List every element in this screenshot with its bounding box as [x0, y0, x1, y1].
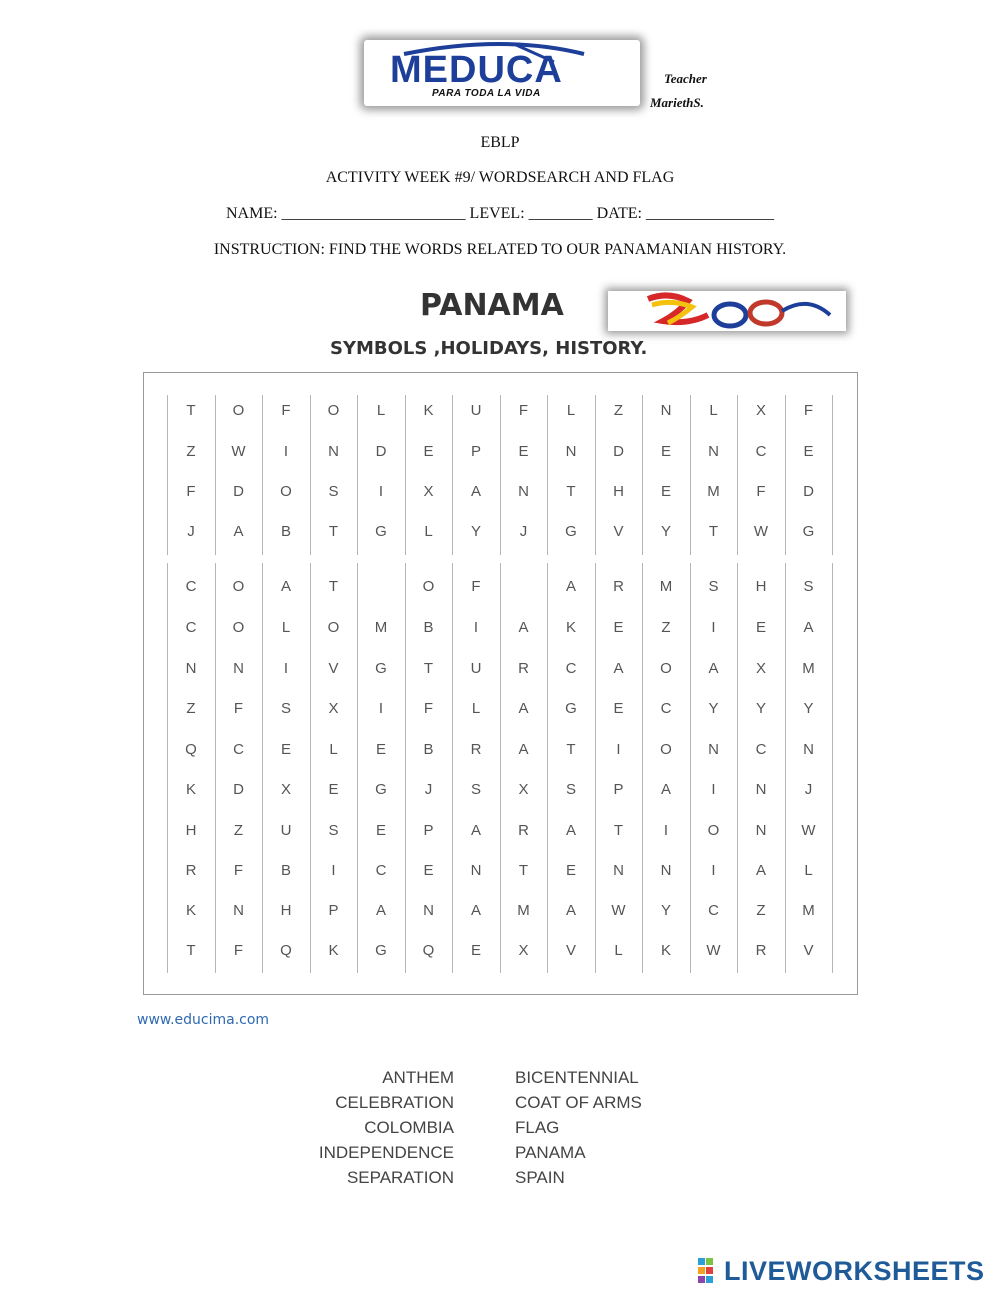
- grid-letter[interactable]: M: [517, 902, 530, 919]
- source-url: www.educima.com: [137, 1012, 270, 1028]
- grid-letter[interactable]: U: [470, 402, 482, 419]
- grid-letter[interactable]: G: [565, 700, 577, 717]
- grid-letter[interactable]: N: [233, 660, 244, 677]
- grid-letter[interactable]: K: [185, 781, 196, 798]
- grid-letter[interactable]: O: [327, 402, 340, 419]
- grid-letter[interactable]: V: [803, 942, 814, 959]
- grid-letter[interactable]: E: [518, 443, 529, 460]
- word-spain: SPAIN: [515, 1168, 565, 1187]
- grid-letter[interactable]: F: [233, 942, 244, 959]
- flag-ribbon-icon: [608, 291, 846, 331]
- grid-letter[interactable]: N: [565, 443, 577, 460]
- grid-letter[interactable]: N: [708, 443, 719, 460]
- grid-letter[interactable]: F: [186, 483, 196, 500]
- grid-letter[interactable]: I: [283, 443, 289, 460]
- grid-letter[interactable]: L: [709, 402, 718, 419]
- grid-letter[interactable]: Y: [803, 700, 814, 717]
- grid-letter[interactable]: E: [375, 822, 386, 839]
- student-info-line: NAME: _______________________ LEVEL: ________ DATE: ________________: [226, 205, 774, 222]
- grid-letter[interactable]: C: [185, 578, 197, 595]
- grid-letter[interactable]: A: [708, 660, 719, 677]
- grid-letter[interactable]: W: [753, 523, 769, 540]
- grid-letter[interactable]: N: [328, 443, 339, 460]
- grid-letter[interactable]: A: [518, 741, 529, 758]
- grid-letter[interactable]: E: [423, 443, 434, 460]
- grid-letter[interactable]: S: [803, 578, 814, 595]
- grid-letter[interactable]: N: [803, 741, 814, 758]
- puzzle-title: PANAMA: [420, 288, 564, 323]
- grid-letter[interactable]: A: [565, 578, 576, 595]
- grid-letter[interactable]: F: [518, 402, 529, 419]
- grid-letter[interactable]: H: [613, 483, 624, 500]
- grid-letter[interactable]: C: [233, 741, 244, 758]
- grid-letter[interactable]: E: [803, 443, 814, 460]
- grid-letter[interactable]: D: [613, 443, 624, 460]
- grid-letter[interactable]: I: [663, 822, 669, 839]
- grid-letter[interactable]: Z: [613, 402, 624, 419]
- grid-letter[interactable]: X: [423, 483, 434, 500]
- grid-letter[interactable]: C: [708, 902, 719, 919]
- grid-letter[interactable]: L: [566, 402, 576, 419]
- grid-letter[interactable]: N: [660, 402, 672, 419]
- grid-letter[interactable]: O: [660, 660, 672, 677]
- grid-letter[interactable]: R: [470, 741, 482, 758]
- grid-letter[interactable]: I: [711, 619, 716, 636]
- grid-letter[interactable]: I: [331, 862, 336, 879]
- grid-letter[interactable]: S: [470, 781, 481, 798]
- grid-letter[interactable]: N: [708, 741, 719, 758]
- grid-letter[interactable]: K: [328, 942, 339, 959]
- flag-ribbon-image: [608, 291, 846, 331]
- grid-letter[interactable]: T: [328, 523, 339, 540]
- grid-letter[interactable]: T: [613, 822, 624, 839]
- grid-letter[interactable]: E: [280, 741, 291, 758]
- grid-letter[interactable]: B: [280, 523, 291, 540]
- grid-letter[interactable]: N: [518, 483, 529, 500]
- grid-letter[interactable]: R: [613, 578, 624, 595]
- grid-letter[interactable]: E: [613, 700, 624, 717]
- grid-letter[interactable]: Q: [422, 942, 435, 959]
- grid-letter[interactable]: G: [375, 660, 387, 677]
- meduca-logo: [364, 40, 640, 106]
- grid-letter[interactable]: E: [423, 862, 434, 879]
- grid-letter[interactable]: I: [378, 483, 384, 500]
- grid-letter[interactable]: A: [470, 902, 481, 919]
- grid-letter[interactable]: E: [755, 619, 766, 636]
- grid-letter[interactable]: F: [233, 862, 244, 879]
- grid-letter[interactable]: E: [660, 483, 671, 500]
- grid-letter[interactable]: B: [280, 862, 291, 879]
- grid-letter[interactable]: N: [470, 862, 482, 879]
- grid-letter[interactable]: R: [755, 942, 767, 959]
- grid-letter[interactable]: M: [659, 578, 673, 595]
- grid-letter[interactable]: N: [755, 822, 767, 839]
- grid-letter[interactable]: E: [613, 619, 624, 636]
- grid-letter[interactable]: X: [755, 660, 766, 677]
- grid-letter[interactable]: I: [616, 741, 621, 758]
- grid-letter[interactable]: L: [804, 862, 813, 879]
- word-colombia: COLOMBIA: [364, 1118, 454, 1137]
- grid-letter[interactable]: E: [470, 942, 481, 959]
- grid-letter[interactable]: R: [185, 862, 197, 879]
- grid-letter[interactable]: I: [283, 660, 289, 677]
- grid-letter[interactable]: I: [711, 781, 716, 798]
- grid-letter[interactable]: N: [233, 902, 244, 919]
- liveworksheets-text: LIVEWORKSHEETS: [724, 1256, 985, 1286]
- puzzle-subtitle: SYMBOLS ,HOLIDAYS, HISTORY.: [330, 338, 648, 359]
- grid-letter[interactable]: F: [233, 700, 244, 717]
- grid-letter[interactable]: O: [232, 402, 245, 419]
- grid-letter[interactable]: L: [424, 523, 433, 540]
- grid-letter[interactable]: Q: [185, 741, 197, 758]
- grid-letter[interactable]: O: [327, 619, 340, 636]
- grid-letter[interactable]: S: [328, 822, 339, 839]
- grid-letter[interactable]: G: [375, 523, 387, 540]
- grid-letter[interactable]: A: [518, 619, 529, 636]
- grid-letter[interactable]: F: [281, 402, 291, 419]
- grid-letter[interactable]: X: [755, 402, 766, 419]
- grid-letter[interactable]: A: [660, 781, 671, 798]
- grid-letter[interactable]: G: [565, 523, 577, 540]
- word-bicentennial: BICENTENNIAL: [515, 1068, 639, 1087]
- grid-letter[interactable]: A: [565, 902, 576, 919]
- grid-letter[interactable]: A: [803, 619, 814, 636]
- grid-letter[interactable]: J: [424, 781, 433, 798]
- grid-letter[interactable]: T: [566, 741, 576, 758]
- grid-letter[interactable]: X: [328, 700, 339, 717]
- grid-letter[interactable]: V: [328, 660, 339, 677]
- grid-letter[interactable]: I: [378, 700, 384, 717]
- grid-letter[interactable]: U: [280, 822, 292, 839]
- grid-letter[interactable]: U: [470, 660, 482, 677]
- word-separation: SEPARATION: [346, 1168, 454, 1187]
- grid-letter[interactable]: L: [471, 700, 481, 717]
- grid-letter[interactable]: A: [613, 660, 624, 677]
- grid-letter[interactable]: F: [756, 483, 766, 500]
- grid-letter[interactable]: O: [707, 822, 720, 839]
- grid-letter[interactable]: C: [565, 660, 577, 677]
- grid-letter[interactable]: S: [280, 700, 291, 717]
- activity-title: ACTIVITY WEEK #9/ WORDSEARCH AND FLAG: [325, 169, 675, 186]
- grid-letter[interactable]: I: [473, 619, 479, 636]
- word-flag: FLAG: [515, 1118, 560, 1137]
- grid-letter[interactable]: I: [711, 862, 716, 879]
- grid-letter[interactable]: A: [565, 822, 576, 839]
- grid-letter[interactable]: R: [518, 822, 529, 839]
- grid-letter[interactable]: T: [186, 942, 196, 959]
- grid-letter[interactable]: B: [423, 741, 434, 758]
- grid-letter[interactable]: L: [376, 402, 386, 419]
- grid-letter[interactable]: M: [374, 619, 388, 636]
- grid-letter[interactable]: A: [233, 523, 244, 540]
- grid-letter[interactable]: E: [660, 443, 671, 460]
- grid-letter[interactable]: E: [375, 741, 386, 758]
- grid-letter[interactable]: B: [423, 619, 434, 636]
- grid-letter[interactable]: D: [233, 483, 244, 500]
- word-celebration: CELEBRATION: [335, 1093, 454, 1112]
- grid-letter[interactable]: Z: [186, 443, 196, 460]
- grid-letter[interactable]: Y: [755, 700, 766, 717]
- liveworksheets-logo-icon: [698, 1258, 720, 1284]
- grid-letter[interactable]: H: [755, 578, 767, 595]
- grid-letter[interactable]: O: [232, 578, 245, 595]
- grid-letter[interactable]: H: [185, 822, 197, 839]
- grid-letter[interactable]: D: [233, 781, 244, 798]
- grid-letter[interactable]: T: [186, 402, 196, 419]
- grid-letter[interactable]: J: [519, 523, 528, 540]
- grid-letter[interactable]: A: [280, 578, 291, 595]
- grid-letter[interactable]: Z: [233, 822, 244, 839]
- logo-word: MEDUCA: [390, 49, 563, 91]
- grid-letter[interactable]: M: [802, 902, 815, 919]
- grid-letter[interactable]: W: [706, 942, 721, 959]
- word-coat-of-arms: COAT OF ARMS: [515, 1093, 642, 1112]
- instruction: INSTRUCTION: FIND THE WORDS RELATED TO OUR PANAMANIAN HISTORY.: [213, 241, 787, 258]
- grid-letter[interactable]: K: [423, 402, 434, 419]
- grid-letter[interactable]: G: [802, 523, 815, 540]
- grid-letter[interactable]: M: [707, 483, 720, 500]
- grid-letter[interactable]: V: [565, 942, 576, 959]
- grid-letter[interactable]: S: [328, 483, 339, 500]
- grid-letter[interactable]: S: [708, 578, 719, 595]
- grid-letter[interactable]: E: [565, 862, 576, 879]
- grid-letter[interactable]: N: [660, 862, 672, 879]
- grid-letter[interactable]: N: [185, 660, 197, 677]
- grid-letter[interactable]: P: [613, 781, 624, 798]
- grid-letter[interactable]: A: [755, 862, 766, 879]
- school-name: EBLP: [480, 134, 520, 151]
- grid-letter[interactable]: F: [471, 578, 481, 595]
- grid-letter[interactable]: W: [231, 443, 246, 460]
- grid-letter[interactable]: O: [660, 741, 672, 758]
- grid-letter[interactable]: N: [423, 902, 434, 919]
- grid-letter[interactable]: Y: [660, 523, 671, 540]
- word-anthem: ANTHEM: [382, 1068, 454, 1087]
- grid-letter[interactable]: K: [185, 902, 196, 919]
- grid-letter[interactable]: P: [328, 902, 339, 919]
- grid-letter[interactable]: T: [423, 660, 434, 677]
- grid-letter[interactable]: J: [804, 781, 813, 798]
- wordsearch-grid: [143, 372, 858, 995]
- grid-letter[interactable]: A: [518, 700, 529, 717]
- grid-letter[interactable]: Y: [708, 700, 719, 717]
- grid-letter[interactable]: G: [375, 781, 387, 798]
- grid-letter[interactable]: X: [518, 781, 529, 798]
- grid-letter[interactable]: N: [755, 781, 767, 798]
- grid-letter[interactable]: K: [660, 942, 671, 959]
- grid-letter[interactable]: X: [280, 781, 291, 798]
- word-panama: PANAMA: [515, 1143, 586, 1162]
- grid-letter[interactable]: T: [328, 578, 339, 595]
- grid-letter[interactable]: S: [565, 781, 576, 798]
- grid-letter[interactable]: Z: [661, 619, 671, 636]
- grid-letter[interactable]: P: [423, 822, 434, 839]
- grid-letter[interactable]: K: [565, 619, 576, 636]
- grid-letter[interactable]: L: [329, 741, 338, 758]
- teacher-line-1: Teacher: [664, 71, 707, 86]
- grid-letter[interactable]: A: [470, 822, 481, 839]
- grid-letter[interactable]: L: [281, 619, 291, 636]
- grid-letter[interactable]: F: [803, 402, 814, 419]
- grid-letter[interactable]: W: [801, 822, 816, 839]
- grid-letter[interactable]: C: [375, 862, 387, 879]
- teacher-line-2: MariethS.: [650, 95, 704, 110]
- grid-letter[interactable]: D: [803, 483, 814, 500]
- grid-letter[interactable]: N: [613, 862, 624, 879]
- grid-letter[interactable]: P: [470, 443, 481, 460]
- grid-letter[interactable]: O: [232, 619, 245, 636]
- grid-letter[interactable]: C: [755, 443, 767, 460]
- grid-letter[interactable]: R: [518, 660, 529, 677]
- grid-letter[interactable]: Y: [660, 902, 671, 919]
- grid-letter[interactable]: A: [375, 902, 386, 919]
- grid-letter[interactable]: Y: [470, 523, 481, 540]
- grid-letter[interactable]: D: [375, 443, 387, 460]
- grid-letter[interactable]: Q: [280, 942, 292, 959]
- grid-letter[interactable]: Z: [756, 902, 766, 919]
- grid-letter[interactable]: A: [470, 483, 481, 500]
- grid-letter[interactable]: O: [422, 578, 435, 595]
- grid-letter[interactable]: T: [708, 523, 719, 540]
- grid-letter[interactable]: O: [280, 483, 292, 500]
- logo-tagline: PARA TODA LA VIDA: [432, 88, 541, 99]
- grid-letter[interactable]: C: [185, 619, 197, 636]
- grid-letter[interactable]: E: [328, 781, 339, 798]
- grid-letter[interactable]: C: [660, 700, 672, 717]
- grid-letter[interactable]: F: [423, 700, 434, 717]
- grid-letter[interactable]: W: [611, 902, 626, 919]
- grid-letter[interactable]: G: [375, 942, 387, 959]
- grid-letter[interactable]: L: [614, 942, 623, 959]
- grid-letter[interactable]: Z: [186, 700, 196, 717]
- grid-letter[interactable]: V: [613, 523, 624, 540]
- grid-letter[interactable]: M: [802, 660, 815, 677]
- grid-letter[interactable]: X: [518, 942, 529, 959]
- grid-letter[interactable]: H: [280, 902, 292, 919]
- grid-letter[interactable]: C: [755, 741, 767, 758]
- grid-letter[interactable]: T: [518, 862, 529, 879]
- grid-letter[interactable]: J: [187, 523, 195, 540]
- grid-letter[interactable]: T: [566, 483, 576, 500]
- word-independence: INDEPENDENCE: [318, 1143, 454, 1162]
